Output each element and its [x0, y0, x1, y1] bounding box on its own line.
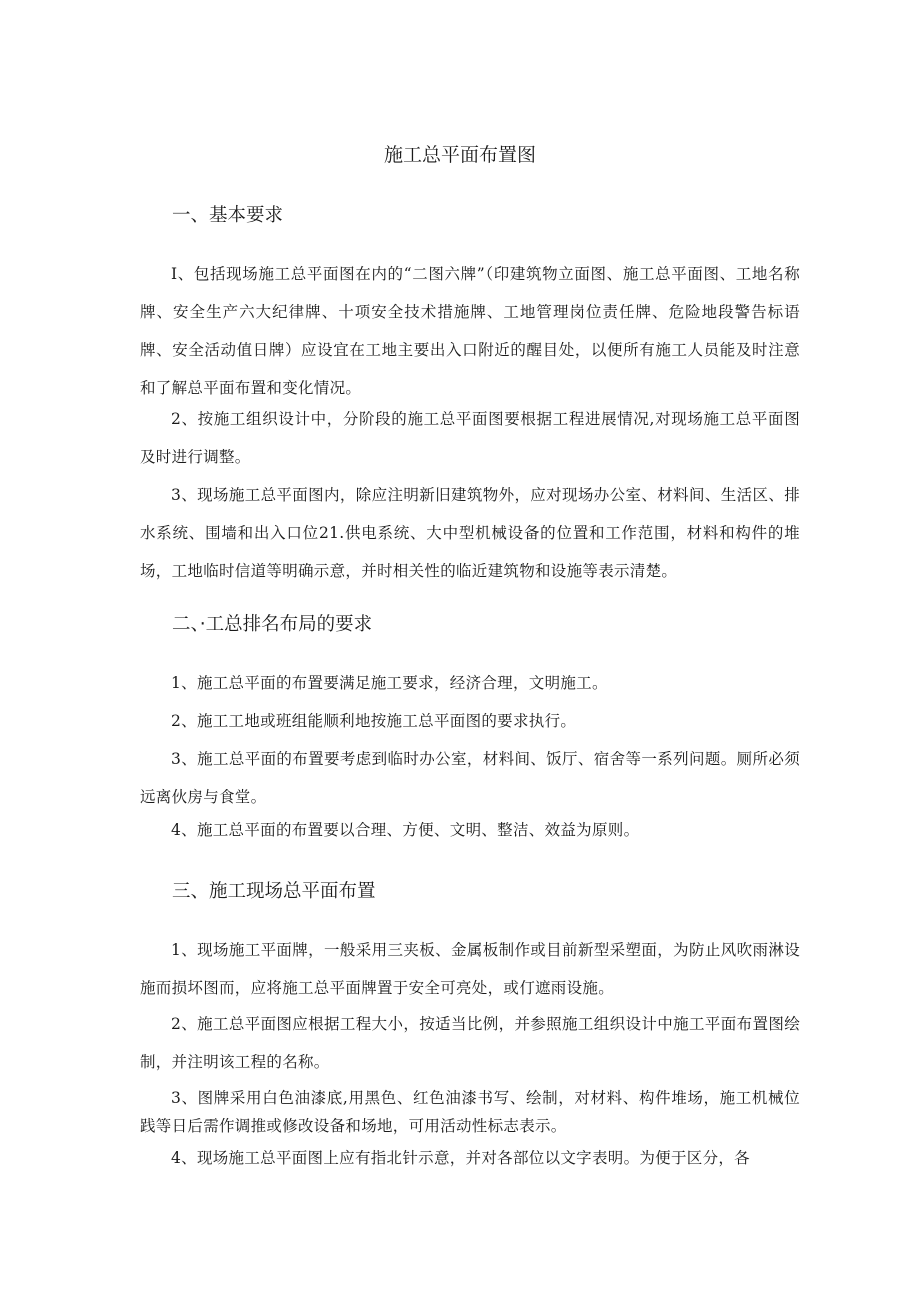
document-title: 施工总平面布置图	[383, 144, 536, 166]
paragraph: 2、施工总平面图应根据工程大小，按适当比例，并参照施工组织设计中施工平面布置图绘制，并注明该工程的名称。	[140, 1015, 800, 1071]
section-heading-site-layout: 三、施工现场总平面布置	[172, 881, 376, 902]
paragraph: 4、现场施工总平面图上应有指北针示意，并对各部位以文字表明。为便于区分，各	[171, 1149, 750, 1167]
paragraph: 4、施工总平面的布置要以合理、方便、文明、整洁、效益为原则。	[171, 821, 640, 839]
paragraph: 3、图牌采用白色油漆底,用黑色、红色油漆书写、绘制，对材料、构件堆场，施工机械位践等日后需作调推或修改设备和场地，可用活动性标志表示。	[140, 1089, 800, 1135]
paragraph: 2、按施工组织设计中，分阶段的施工总平面图要根据工程进展情况,对现场施工总平面图及时进行调整。	[140, 410, 800, 466]
paragraph: 3、现场施工总平面图内，除应注明新旧建筑物外，应对现场办公室、材料间、生活区、排水系统、围墙和出入口位21.供电系统、大中型机械设备的位置和工作范围，材料和构件的堆场，工地临时信道等明确示意，并时相关性的临近建筑物和设施等表示清楚。	[140, 486, 800, 580]
paragraph: 1、现场施工平面牌，一般采用三夹板、金属板制作或目前新型采塑面，为防止风吹雨淋设施而损坏图而，应将施工总平面牌置于安全可亮处，或仃遮雨设施。	[140, 941, 800, 997]
section-heading-basic-requirements: 一、基本要求	[172, 205, 284, 226]
paragraph: 2、施工工地或班组能顺利地按施工总平面图的要求执行。	[171, 712, 577, 730]
section-heading-layout-requirements: 二、·工总排名布局的要求	[172, 614, 373, 635]
paragraph: I、包括现场施工总平面图在内的“二图六牌”（印建筑物立面图、施工总平面图、工地名称牌、安全生产六大纪律牌、十项安全技术措施牌、工地管理岗位责任牌、危险地段警告标语牌、安全活动值日牌）应设宜在工地主要出入口附近的醒目处，以便所有施工人员能及时注意和了解总平面布置和变化情况。	[140, 265, 800, 397]
paragraph: 3、施工总平面的布置要考虑到临时办公室，材料间、饭厅、宿舍等一系列问题。厕所必须远离伙房与食堂。	[140, 750, 800, 806]
paragraph: 1、施工总平面的布置要满足施工要求，经济合理，文明施工。	[171, 674, 608, 692]
